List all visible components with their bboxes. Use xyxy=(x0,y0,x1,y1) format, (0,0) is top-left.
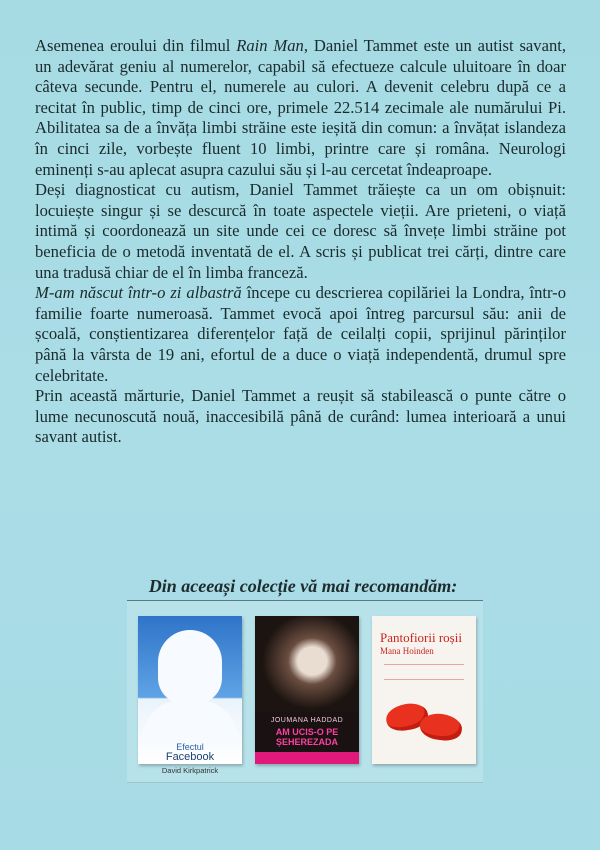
description-text xyxy=(35,36,566,448)
film-title: Rain Man xyxy=(236,36,304,55)
recommendations-heading: Din aceeași colecție vă mai recomandăm: xyxy=(148,576,458,596)
pink-strip xyxy=(255,752,359,764)
book-cover-am-ucis-o-pe-seherezada xyxy=(255,616,359,764)
book-1-author: David Kirkpatrick xyxy=(161,766,219,775)
book-1-title-line1: Efectul xyxy=(176,742,204,752)
paragraph-1: Asemenea eroului din filmul Rain Man, Daniel Tammet este un autist savant, un adevărat geniu al numerelor, capabil să efectueze calcule uluitoare în doar câteva secunde. Pentru el, numerele au culori. A devenit celebru după ce a recitat în public, timp de cinci ore, primele 22.514 zecimale ale numărului Pi. Abilitatea sa de a învăța limbi străine este ieșită din comun: a învățat islandeza în cinci zile, vorbește fluent 10 limbi, printre care și româna. Neurologi eminenți s-au aplecat asupra cazului său și l-au cercetat îndeaproape. xyxy=(35,36,567,179)
book-title: M-am născut într-o zi albastră xyxy=(35,283,242,303)
author-portrait xyxy=(255,616,359,716)
silhouette-shoulders xyxy=(142,700,238,740)
book-1-title-line2: Facebook xyxy=(165,751,215,763)
book-cover-efectul-facebook xyxy=(138,616,242,775)
book-cover-pantofiorii-rosii xyxy=(372,616,476,764)
paragraph-3: M-am născut într-o zi albastră începe cu descrierea copilăriei la Londra, într-o familie foarte numeroasă. Tammet evocă apoi întreg parcursul său: anii de școală, conștientizarea diferențelor față de ceilalți copii, sprijinul părinților până la vârsta de 19 ani, efortul de a duce o viață independentă, drumul spre celebritate. xyxy=(35,283,566,385)
book-2-author: JOUMANA HADDAD xyxy=(270,717,344,724)
cover-text-lines xyxy=(384,664,464,680)
red-shoe-right xyxy=(418,711,463,743)
recommendations-divider xyxy=(127,600,483,601)
silhouette-head xyxy=(158,630,222,704)
book-3-title: Pantofiorii roșii xyxy=(380,630,462,645)
paragraph-2: Deși diagnosticat cu autism, Daniel Tammet trăiește ca un om obișnuit: locuiește singur și se descurcă în toate aspectele vieții. Are prieteni, o viață intimă și coordonează un site unde cei ce doresc să învețe limbi străine pot beneficia de o metodă inventată de el. A scris și publicat trei cărți, dintre care una tradusă chiar de el în limba franceză. xyxy=(35,180,566,282)
paragraph-4: Prin această mărturie, Daniel Tammet a reușit să stabilească o punte către o lume necunoscută nouă, inaccesibilă până de curând: lumea interioară a unui savant autist. xyxy=(35,386,566,447)
book-2-title: AM UCIS-O PE ȘEHEREZADA xyxy=(275,727,339,747)
book-3-author: Mana Hoinden xyxy=(380,646,434,656)
